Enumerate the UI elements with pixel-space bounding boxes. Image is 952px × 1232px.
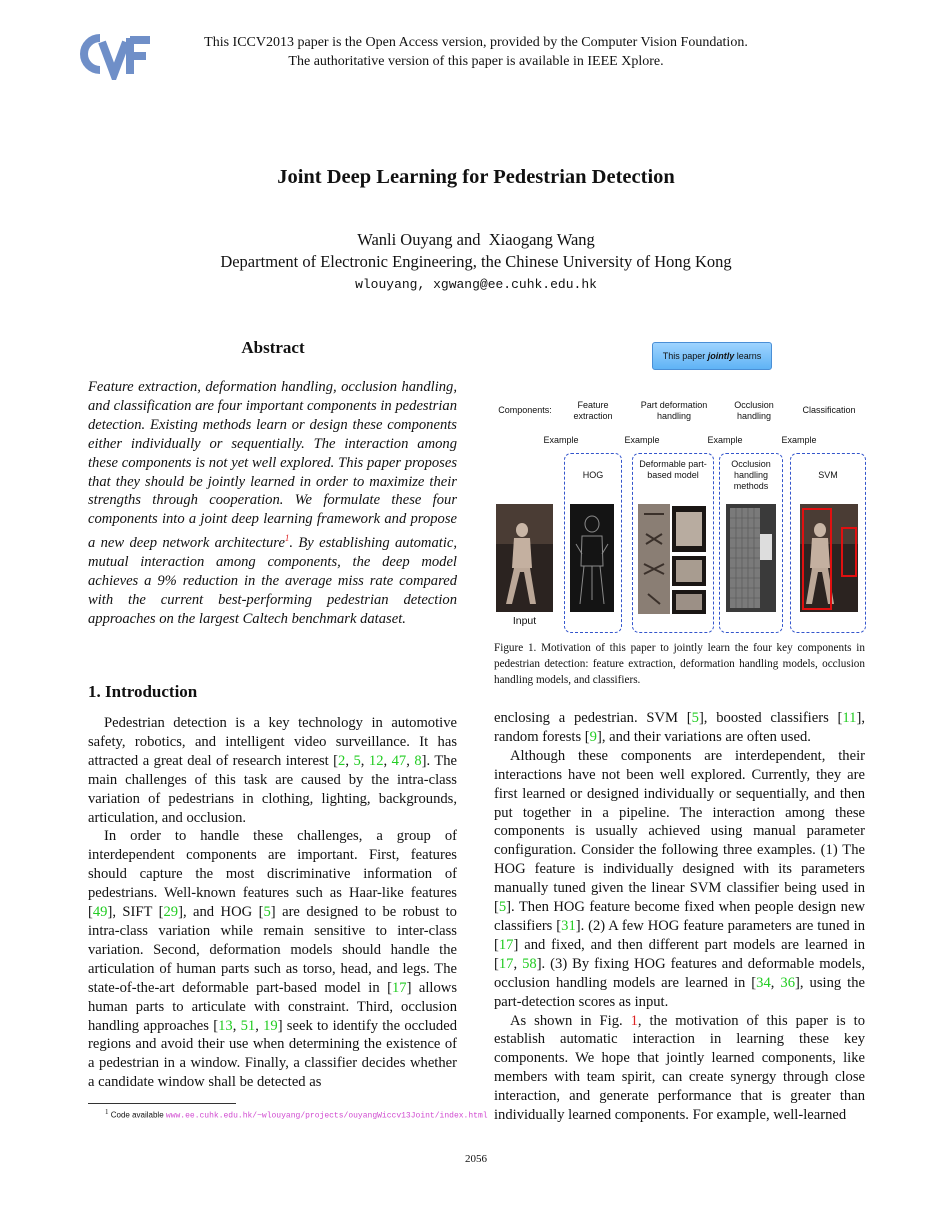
text: Pedestrian detection is a key technology in automotive safety, robotics, and intelligent video surveillance. It has attracted a great deal of research interest [ [88,715,457,769]
text: ], and HOG [ [178,904,264,921]
affiliation: Department of Electronic Engineering, the Chinese University of Hong Kong [220,252,732,271]
section-heading-introduction: 1. Introduction [88,682,198,701]
example-label: Example [624,435,660,445]
component-occlusion-handling: Occlusion handling [734,400,774,421]
text: ]. The main challenges of this task are caused by the intra-class variation of pedestrians in clothing, lighting, backgrounds, articulation, and occlusion. [88,752,458,826]
component-feature-extraction: Feature extraction [573,400,613,421]
introduction-text [88,714,457,1092]
input-label: Input [512,615,537,627]
text: ]. Then HOG feature become fixed when people design new classifiers [ [494,899,865,934]
paragraph [494,709,865,747]
abstract-heading: Abstract [241,338,305,357]
cvf-logo [78,30,152,80]
abstract-part-a: Feature extraction, deformation handling, occlusion handling, and classification are four important components in pedestrian detection. Existing methods learn or design these components either individually or sequentially. The interaction among these components is not yet well explored. This paper proposes that they should be jointly learned in order to maximize their strengths through cooperation. We formulate these four components into a joint deep learning framework and propose a new deep network architecture [88,379,457,552]
paragraph [494,1012,865,1125]
example-label: Example [781,435,817,445]
citation[interactable]: 5 [263,904,271,921]
deformable-model-image [638,504,708,614]
author-email: wlouyang, xgwang@ee.cuhk.edu.hk [355,277,597,292]
citation[interactable]: 19 [263,1017,278,1034]
text: ], and their variations are often used. [596,728,811,745]
text: ], boosted classifiers [ [698,710,843,726]
svm-detection-image [800,504,858,612]
citation[interactable]: 17 [391,979,407,996]
text: ]. (3) By fixing HOG features and deformable models, occlusion handling models are learned in [ [494,955,865,991]
open-access-notice [160,33,792,71]
example-label: Example [543,435,579,445]
example-dpm: Deformable part-based model [639,459,707,480]
citation[interactable]: 17 [498,936,514,953]
watermark-line-1: This ICCV2013 paper is the Open Access version, provided by the Computer Vision Foundation. [204,35,748,50]
figure-1-caption: Figure 1. Motivation of this paper to jointly learn the four key components in pedestrian detection: feature extraction, deformation handling models, occlusion handling models, and classifiers. [494,642,865,686]
citation[interactable]: 8 [414,752,422,769]
footnote [105,1108,488,1121]
text: , the motivation of this paper is to establish automatic interaction in learning these key components. We hope that jointly learned components, like members with team spirit, can create synergy through close interaction, and generate performance that is greater than individually learned components. For example, well-learned [494,1012,865,1124]
abstract-text [88,378,457,629]
citation[interactable]: 5 [498,899,507,916]
example-label: Example [707,435,743,445]
citation[interactable]: 9 [589,728,597,745]
component-classification: Classification [802,405,856,415]
citation[interactable]: 13 [218,1017,233,1034]
text: ] seek to identify the occluded regions and avoid their use when determining the existence of a pedestrian in a window. Finally, a classifier decides whether a candidate window shall be detected as [88,1017,458,1091]
abstract-part-b: . By establishing automatic, mutual interaction among components, the deep model achieves a 9% reduction in the average miss rate compared with the current best-performing pedestrian detection approaches on the largest Caltech benchmark dataset. [88,535,457,627]
footnote-rule [88,1103,236,1104]
citation[interactable]: 58 [522,955,537,972]
code-url-link[interactable]: www.ee.cuhk.edu.hk/~wlouyang/projects/ouyangWiccv13Joint/index.html [165,1111,488,1121]
text: ] allows human parts to articulate with constraint. Third, occlusion handling approaches [ [88,979,457,1034]
text: enclosing a pedestrian. SVM [ [494,710,692,726]
page-number: 2056 [465,1153,487,1165]
occlusion-handling-image [726,504,776,612]
text: ], random forests [ [494,710,865,745]
figure-1 [492,338,867,636]
text: ], SIFT [ [107,904,164,921]
citation[interactable]: 11 [842,710,857,726]
citation[interactable]: 5 [691,710,699,726]
paragraph: Although these components are interdependent, their interactions have not been well explored. Currently, they are first learned or designed individually or sequentially, and then put together in a pipeline. The interaction among these components is usually achieved using manual parameter configuration. Consider the following three examples. (1) The HOG feature is individually designed with its parameters manually tuned given the linear SVM classifier being used in [5]. Then HOG feature become fixed when people design new classifiers [31]. (2) A few HOG feature parameters are tuned in [17] and fixed, and then different part models are learned in [17, 58]. (3) By fixing HOG features and deformable models, occlusion handling models are learned in [34, 36], using the part-detection scores as input. [494,747,865,1010]
text: ], using the part-detection scores as input. [494,974,865,1010]
footnote-number: 1 [105,1108,109,1116]
citation[interactable]: 36 [780,974,796,991]
right-column-text [494,709,865,1125]
citation[interactable]: 51 [240,1017,256,1034]
citation[interactable]: 17 [498,955,514,972]
example-svm: SVM [818,470,838,480]
badge-text: learns [734,351,762,361]
text: ] are designed to be robust to intra-class variation while remain sensitive to inter-class variation. Second, deformation models should handle the articulation of human parts such as torso, head, and legs. The state-of-the-art deformable part-based model in [ [88,904,457,996]
component-part-deformation: Part deformation handling [640,400,708,421]
components-label: Components: [498,405,552,415]
authors: Wanli Ouyang and Xiaogang Wang [357,230,595,249]
citation[interactable]: 12 [368,752,384,769]
citation[interactable]: 34 [756,974,771,991]
citation[interactable]: 49 [92,904,108,921]
footnote-marker[interactable]: 1 [284,533,290,544]
jointly-learns-badge [652,342,772,370]
example-occlusion-methods: Occlusion handling methods [731,459,771,491]
text: Although these components are interdependent, their interactions have not been well explored. Currently, they are first learned or designed individually or sequentially, and then put together in a pipeline. The interaction among these components is usually achieved using manual parameter configuration. Consider the following three examples. (1) The HOG feature is individually designed with its parameters manually tuned given the linear SVM classifier being used in [ [494,747,865,916]
citation[interactable]: 2 [338,752,346,769]
footnote-text: Code available [110,1110,166,1120]
paragraph: Pedestrian detection is a key technology in automotive safety, robotics, and intelligent video surveillance. It has attracted a great deal of research interest [2, 5, 12, 47, 8]. The main challenges of this task are caused by the intra-class variation of pedestrians in clothing, lighting, backgrounds, articulation, and occlusion. [88,715,458,826]
watermark-line-2: The authoritative version of this paper is available in IEEE Xplore. [288,54,664,69]
citation[interactable]: 47 [391,752,407,769]
citation[interactable]: 5 [353,752,361,769]
citation[interactable]: 31 [561,917,576,934]
text: As shown in Fig. [510,1012,631,1029]
figure-reference[interactable]: 1 [630,1012,638,1029]
citation[interactable]: 29 [163,904,179,921]
hog-feature-image [570,504,614,612]
paragraph: In order to handle these challenges, a group of interdependent components are important. First, features should capture the most discriminative information of pedestrians. Well-known features such as Haar-like features [49], SIFT [29], and HOG [5] are designed to be robust to intra-class variation while remain sensitive to inter-class variation. Second, deformation models should handle the articulation of human parts such as torso, head, and legs. The state-of-the-art deformable part-based model in [17] allows human parts to articulate with constraint. Third, occlusion handling approaches [13, 51, 19] seek to identify the occluded regions and avoid their use when determining the existence of a pedestrian in a window. Finally, a classifier decides whether a candidate window shall be detected as [88,828,458,1091]
example-hog: HOG [582,470,604,480]
paper-title: Joint Deep Learning for Pedestrian Detection [277,166,675,188]
input-pedestrian-image [496,504,553,612]
text: ]. (2) A few HOG feature parameters are tuned in [ [494,917,865,953]
author-block [0,229,952,273]
text: In order to handle these challenges, a group of interdependent components are important. First, features should capture the most discriminative information of pedestrians. Well-known features such as Haar-like features [ [88,828,457,921]
badge-emphasis: jointly [707,351,735,361]
text: ] and fixed, and then different part models are learned in [ [494,936,865,972]
badge-text: This paper [662,351,708,361]
